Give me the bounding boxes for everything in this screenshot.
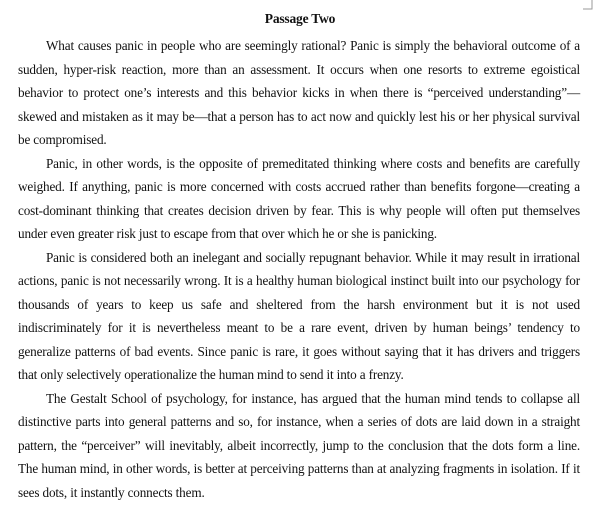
paragraph-3: Panic is considered both an inelegant and socially repugnant behavior. While it may result in irrational actions, panic is not necessarily wrong. It is a healthy human biological instinct built into our psychology for thousands of years to keep us safe and sheltered from the harsh environment but it is not used indiscriminately for it is nevertheless meant to be a rare event, driven by human beings’ tendency to generalize patterns of bad events. Since panic is rare, it goes without saying that it has drivers and triggers that only selectively operationalize the human mind to send it into a frenzy. <box>18 249 580 382</box>
paragraph-2: Panic, in other words, is the opposite of premeditated thinking where costs and benefits are carefully weighed. If anything, panic is more concerned with costs accrued rather than benefits forgone—creating a cost-dominant thinking that creates decision driven by fear. This is why people will often put themselves under even greater risk just to escape from that over which he or she is panicking. <box>18 155 580 241</box>
passage-title: Passage Two <box>264 11 336 26</box>
paragraph-4: The Gestalt School of psychology, for instance, has argued that the human mind tends to collapse all distinctive parts into general patterns and so, for instance, when a series of dots are laid down in a straight pattern, the “perceiver” will inevitably, albeit incorrectly, jump to the conclusion that the dots form a line. The human mind, in other words, is better at perceiving patterns than at analyzing fragments in isolation. If it sees dots, it instantly connects them. <box>18 390 580 500</box>
passage-body <box>18 34 580 504</box>
paragraph-1: What causes panic in people who are seemingly rational? Panic is simply the behavioral outcome of a sudden, hyper-risk reaction, more than an assessment. It occurs when one resorts to extreme egoistical behavior to protect one’s interests and this behavior kicks in when there is “perceived understanding”—skewed and mistaken as it may be—that a person has to act now and quickly lest his or her physical survival be compromised. <box>18 38 580 147</box>
